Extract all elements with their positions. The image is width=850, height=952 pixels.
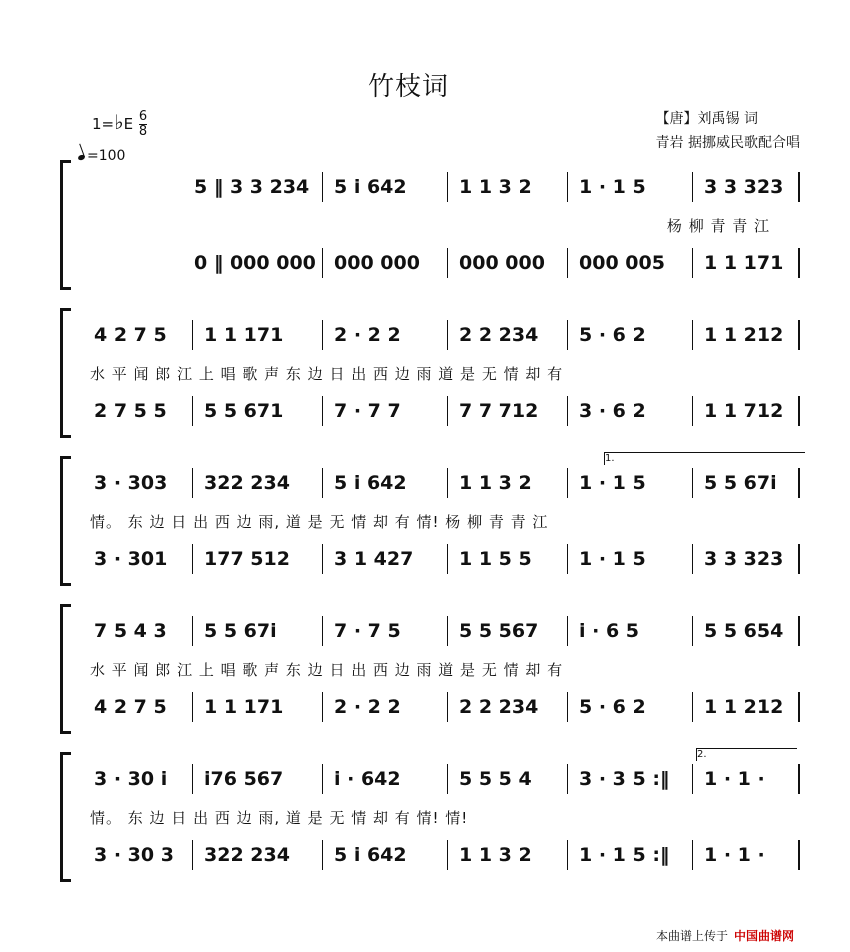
- site-logo: 中国曲谱网: [733, 929, 794, 943]
- measure-notes: 1 · 1 ·: [704, 768, 765, 790]
- barline: [567, 544, 568, 574]
- score-system: [60, 749, 800, 882]
- barline: [192, 468, 193, 498]
- barline: [567, 692, 568, 722]
- measure-notes: 3 · 30 i: [94, 768, 168, 790]
- score-system: [60, 604, 800, 734]
- measure-notes: 1 1 171: [204, 696, 284, 718]
- measure-notes: 2 7 5 5: [94, 400, 167, 422]
- key-prefix: 1=: [92, 115, 115, 133]
- upper-voice-staff: [86, 318, 800, 352]
- measure-notes: 5 i 642: [334, 472, 407, 494]
- measure-notes: 5 · 6 2: [579, 324, 646, 346]
- time-signature-denominator: 8: [138, 124, 148, 139]
- barline: [692, 840, 693, 870]
- barline: [447, 468, 448, 498]
- tempo-value: =100: [87, 148, 126, 164]
- lower-voice-staff: [86, 690, 800, 724]
- upper-voice-staff: [86, 466, 800, 500]
- measure-notes: 1 1 712: [704, 400, 784, 422]
- measure-notes: 5 i 642: [334, 176, 407, 198]
- measure-notes: 5 5 671: [204, 400, 284, 422]
- barline: [192, 396, 193, 426]
- measure-notes: 3 3 323: [704, 176, 784, 198]
- key-signature: [92, 110, 147, 139]
- barline: [567, 764, 568, 794]
- measure-notes: 1 · 1 5: [579, 548, 646, 570]
- measure-notes: 3 3 323: [704, 548, 784, 570]
- measure-notes: 322 234: [204, 472, 290, 494]
- measure-notes: 1 · 1 5: [579, 472, 646, 494]
- final-barline: [798, 692, 800, 722]
- measure-notes: 3 1 427: [334, 548, 414, 570]
- credits: [656, 107, 800, 155]
- barline: [447, 764, 448, 794]
- lower-voice-staff: [86, 838, 800, 872]
- barline: [567, 616, 568, 646]
- final-barline: [798, 468, 800, 498]
- final-barline: [798, 840, 800, 870]
- barline: [322, 840, 323, 870]
- barline: [567, 840, 568, 870]
- barline: [692, 172, 693, 202]
- measure-notes: 1 1 5 5: [459, 548, 532, 570]
- barline: [447, 320, 448, 350]
- barline: [447, 544, 448, 574]
- measure-notes: i · 6 5: [579, 620, 640, 642]
- measure-notes: 1 1 3 2: [459, 844, 532, 866]
- final-barline: [798, 172, 800, 202]
- measure-notes: 2 · 2 2: [334, 696, 401, 718]
- barline: [692, 544, 693, 574]
- barline: [322, 396, 323, 426]
- barline: [192, 616, 193, 646]
- measure-notes: 1 1 212: [704, 696, 784, 718]
- system-bracket: [60, 456, 71, 586]
- final-barline: [798, 616, 800, 646]
- lyrics-line: 情。 东 边 日 出 西 边 雨, 道 是 无 情 却 有 情! 杨 柳 青 青 江: [90, 513, 549, 531]
- measure-notes: 3 · 6 2: [579, 400, 646, 422]
- barline: [322, 616, 323, 646]
- barline: [192, 764, 193, 794]
- measure-notes: 177 512: [204, 548, 290, 570]
- barline: [692, 320, 693, 350]
- score-system: [60, 453, 800, 586]
- measure-notes: 7 · 7 5: [334, 620, 401, 642]
- measure-notes: 2 2 234: [459, 324, 539, 346]
- measure-notes: 5 5 654: [704, 620, 784, 642]
- key-letter: E: [123, 115, 134, 133]
- measure-notes: 4 2 7 5: [94, 696, 167, 718]
- measure-notes: 000 005: [579, 252, 665, 274]
- measure-notes: 7 · 7 7: [334, 400, 401, 422]
- barline: [447, 692, 448, 722]
- measure-notes: 3 · 301: [94, 548, 168, 570]
- lyrics-line: 水 平 闻 郎 江 上 唱 歌 声 东 边 日 出 西 边 雨 道 是 无 情 却 有: [90, 661, 564, 679]
- barline: [692, 396, 693, 426]
- footer-text: 本曲谱上传于: [655, 929, 728, 943]
- lower-voice-staff: [86, 246, 800, 280]
- measure-notes: 1 · 1 5: [579, 176, 646, 198]
- barline: [567, 172, 568, 202]
- upper-voice-staff: [86, 762, 800, 796]
- final-barline: [798, 396, 800, 426]
- upper-voice-staff: [86, 170, 800, 204]
- score-system: [60, 160, 800, 290]
- barline: [567, 468, 568, 498]
- measure-notes: 322 234: [204, 844, 290, 866]
- volta-bracket: 2.: [696, 748, 797, 761]
- barline: [192, 692, 193, 722]
- measure-notes: 3 · 3 5 :‖: [579, 768, 670, 790]
- measure-notes: i · 642: [334, 768, 401, 790]
- measure-notes: i76 567: [204, 768, 284, 790]
- barline: [322, 172, 323, 202]
- measure-notes: 2 · 2 2: [334, 324, 401, 346]
- final-barline: [798, 764, 800, 794]
- system-bracket: [60, 752, 71, 882]
- barline: [447, 616, 448, 646]
- barline: [192, 840, 193, 870]
- system-bracket: [60, 160, 71, 290]
- measure-notes: 1 · 1 ·: [704, 844, 765, 866]
- final-barline: [798, 248, 800, 278]
- measure-notes: 000 000: [459, 252, 545, 274]
- measure-notes: 0 ‖ 000 000: [194, 252, 316, 274]
- measure-notes: 1 1 3 2: [459, 176, 532, 198]
- measure-notes: 3 · 30 3: [94, 844, 174, 866]
- measure-notes: 5 i 642: [334, 844, 407, 866]
- measure-notes: 5 5 67i: [704, 472, 777, 494]
- barline: [447, 396, 448, 426]
- measure-notes: 5 5 67i: [204, 620, 277, 642]
- measure-notes: 7 5 4 3: [94, 620, 167, 642]
- system-bracket: [60, 604, 71, 734]
- time-signature-numerator: 6: [138, 109, 148, 124]
- measure-notes: 7 7 712: [459, 400, 539, 422]
- upper-voice-staff: [86, 614, 800, 648]
- barline: [567, 396, 568, 426]
- lyricist-credit: 【唐】刘禹锡 词: [655, 111, 758, 127]
- barline: [692, 468, 693, 498]
- barline: [192, 544, 193, 574]
- flat-sign: ♭: [114, 110, 124, 134]
- measure-notes: 2 2 234: [459, 696, 539, 718]
- barline: [322, 468, 323, 498]
- final-barline: [798, 320, 800, 350]
- measure-notes: 1 · 1 5 :‖: [579, 844, 670, 866]
- barline: [567, 320, 568, 350]
- lyrics-line: 水 平 闻 郎 江 上 唱 歌 声 东 边 日 出 西 边 雨 道 是 无 情 却 有: [90, 365, 564, 383]
- measure-notes: 1 1 171: [704, 252, 784, 274]
- lower-voice-staff: [86, 394, 800, 428]
- measure-notes: 3 · 303: [94, 472, 168, 494]
- score-system: [60, 308, 800, 438]
- measure-notes: 5 ‖ 3 3 234: [194, 176, 310, 198]
- barline: [447, 840, 448, 870]
- measure-notes: 000 000: [334, 252, 420, 274]
- footer: [656, 927, 794, 944]
- barline: [567, 248, 568, 278]
- measure-notes: 5 5 5 4: [459, 768, 532, 790]
- barline: [692, 248, 693, 278]
- measure-notes: 1 1 3 2: [459, 472, 532, 494]
- time-signature: [139, 110, 147, 139]
- lyrics-line: 杨 柳 青 青 江: [666, 217, 770, 235]
- volta-bracket: 1.: [604, 452, 805, 465]
- barline: [692, 692, 693, 722]
- measure-notes: 5 · 6 2: [579, 696, 646, 718]
- barline: [322, 320, 323, 350]
- barline: [447, 172, 448, 202]
- measure-notes: 4 2 7 5: [94, 324, 167, 346]
- barline: [322, 764, 323, 794]
- barline: [322, 544, 323, 574]
- lower-voice-staff: [86, 542, 800, 576]
- measure-notes: 5 5 567: [459, 620, 539, 642]
- lyrics-line: 情。 东 边 日 出 西 边 雨, 道 是 无 情 却 有 情! 情!: [90, 809, 469, 827]
- barline: [692, 616, 693, 646]
- song-title: 竹枝词: [368, 72, 450, 102]
- measure-notes: 1 1 212: [704, 324, 784, 346]
- measure-notes: 1 1 171: [204, 324, 284, 346]
- arranger-credit: 青岩 据挪威民歌配合唱: [655, 135, 800, 151]
- barline: [692, 764, 693, 794]
- barline: [322, 692, 323, 722]
- barline: [322, 248, 323, 278]
- barline: [447, 248, 448, 278]
- barline: [192, 320, 193, 350]
- system-bracket: [60, 308, 71, 438]
- final-barline: [798, 544, 800, 574]
